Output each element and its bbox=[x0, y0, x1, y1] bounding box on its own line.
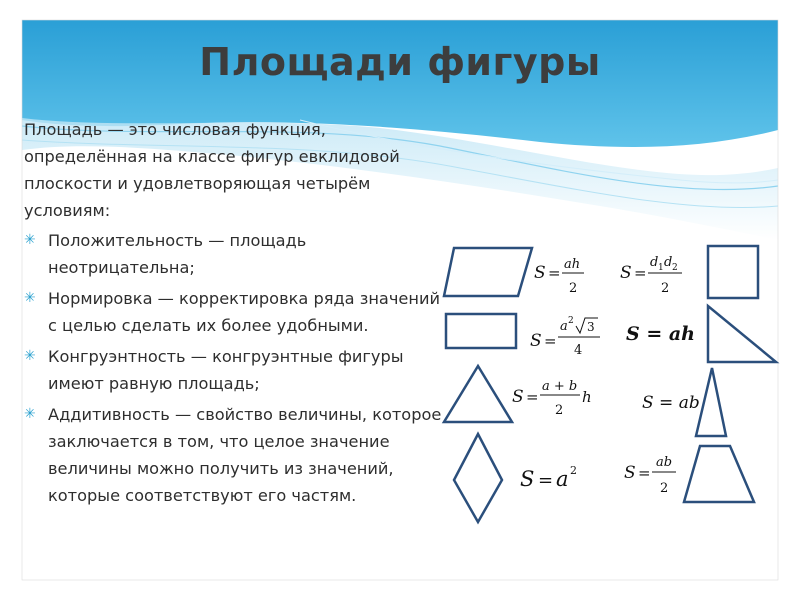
svg-text:a + b: a + b bbox=[542, 379, 578, 394]
svg-text:S: S bbox=[530, 331, 542, 351]
trapezoid-shape bbox=[684, 446, 754, 502]
right-triangle-shape bbox=[708, 306, 776, 362]
svg-text:S: S bbox=[624, 463, 636, 483]
right-triangle-formula: S = ab bbox=[642, 393, 700, 413]
svg-text:h: h bbox=[582, 388, 592, 406]
svg-text:2: 2 bbox=[660, 481, 669, 496]
svg-text:S: S bbox=[520, 467, 535, 491]
svg-text:=: = bbox=[526, 388, 539, 406]
svg-text:d: d bbox=[664, 255, 673, 270]
svg-text:=: = bbox=[638, 464, 651, 482]
square-diagonal-formula bbox=[620, 255, 682, 296]
definition-block bbox=[24, 116, 454, 513]
square-shape bbox=[708, 246, 758, 298]
conditions-list bbox=[24, 227, 454, 509]
svg-text:2: 2 bbox=[569, 281, 578, 296]
isosceles-formula bbox=[624, 455, 676, 496]
equilateral-triangle-shape bbox=[444, 366, 512, 422]
svg-text:=: = bbox=[634, 264, 647, 282]
star-bullet-icon: ✳ bbox=[24, 406, 36, 422]
svg-text:2: 2 bbox=[672, 263, 678, 273]
svg-text:=: = bbox=[544, 332, 557, 350]
isosceles-triangle-shape bbox=[696, 368, 726, 436]
svg-text:2: 2 bbox=[568, 316, 574, 326]
svg-text:3: 3 bbox=[587, 320, 595, 334]
svg-text:a: a bbox=[560, 319, 568, 334]
rhombus-formula bbox=[520, 464, 577, 491]
svg-text:S: S bbox=[620, 263, 632, 283]
svg-text:d: d bbox=[650, 255, 659, 270]
rectangle-shape bbox=[446, 314, 516, 348]
star-bullet-icon: ✳ bbox=[24, 290, 36, 306]
svg-text:S: S bbox=[534, 263, 546, 283]
parallelogram-formula bbox=[534, 257, 584, 296]
bullet-text: Конгруэнтность — конгруэнтные фигуры имеют равную площадь; bbox=[48, 347, 404, 393]
star-bullet-icon: ✳ bbox=[24, 232, 36, 248]
list-item bbox=[24, 401, 454, 509]
bullet-text: Аддитивность — свойство величины, которое заключается в том, что целое значение величины можно получить из значений, которые соответствуют его частям. bbox=[48, 405, 442, 505]
svg-text:2: 2 bbox=[555, 403, 564, 418]
intro-paragraph: Площадь — это числовая функция, определённая на классе фигур евклидовой плоскости и удовлетворяющая четырём условиям: bbox=[24, 120, 400, 220]
equilateral-formula bbox=[530, 316, 600, 358]
svg-text:S: S bbox=[512, 387, 524, 407]
svg-text:2: 2 bbox=[570, 464, 577, 477]
svg-text:4: 4 bbox=[574, 343, 583, 358]
svg-text:a: a bbox=[556, 467, 569, 491]
figures-panel bbox=[430, 230, 800, 540]
slide-title: Площади фигуры bbox=[199, 40, 601, 84]
list-item bbox=[24, 285, 454, 339]
rhombus-shape bbox=[454, 434, 502, 522]
bullet-text: Положительность — площадь неотрицательна; bbox=[48, 231, 307, 277]
parallelogram-shape bbox=[444, 248, 532, 296]
svg-text:ah: ah bbox=[564, 257, 581, 272]
rectangle-formula: S = ah bbox=[626, 323, 695, 345]
svg-text:=: = bbox=[538, 470, 554, 491]
list-item bbox=[24, 227, 454, 281]
trapezoid-formula bbox=[512, 379, 592, 418]
star-bullet-icon: ✳ bbox=[24, 348, 36, 364]
svg-text:ab: ab bbox=[656, 455, 673, 470]
bullet-text: Нормировка — корректировка ряда значений с целью сделать их более удобными. bbox=[48, 289, 440, 335]
list-item bbox=[24, 343, 454, 397]
svg-text:=: = bbox=[548, 264, 561, 282]
svg-text:1: 1 bbox=[658, 263, 664, 273]
svg-text:2: 2 bbox=[661, 281, 670, 296]
